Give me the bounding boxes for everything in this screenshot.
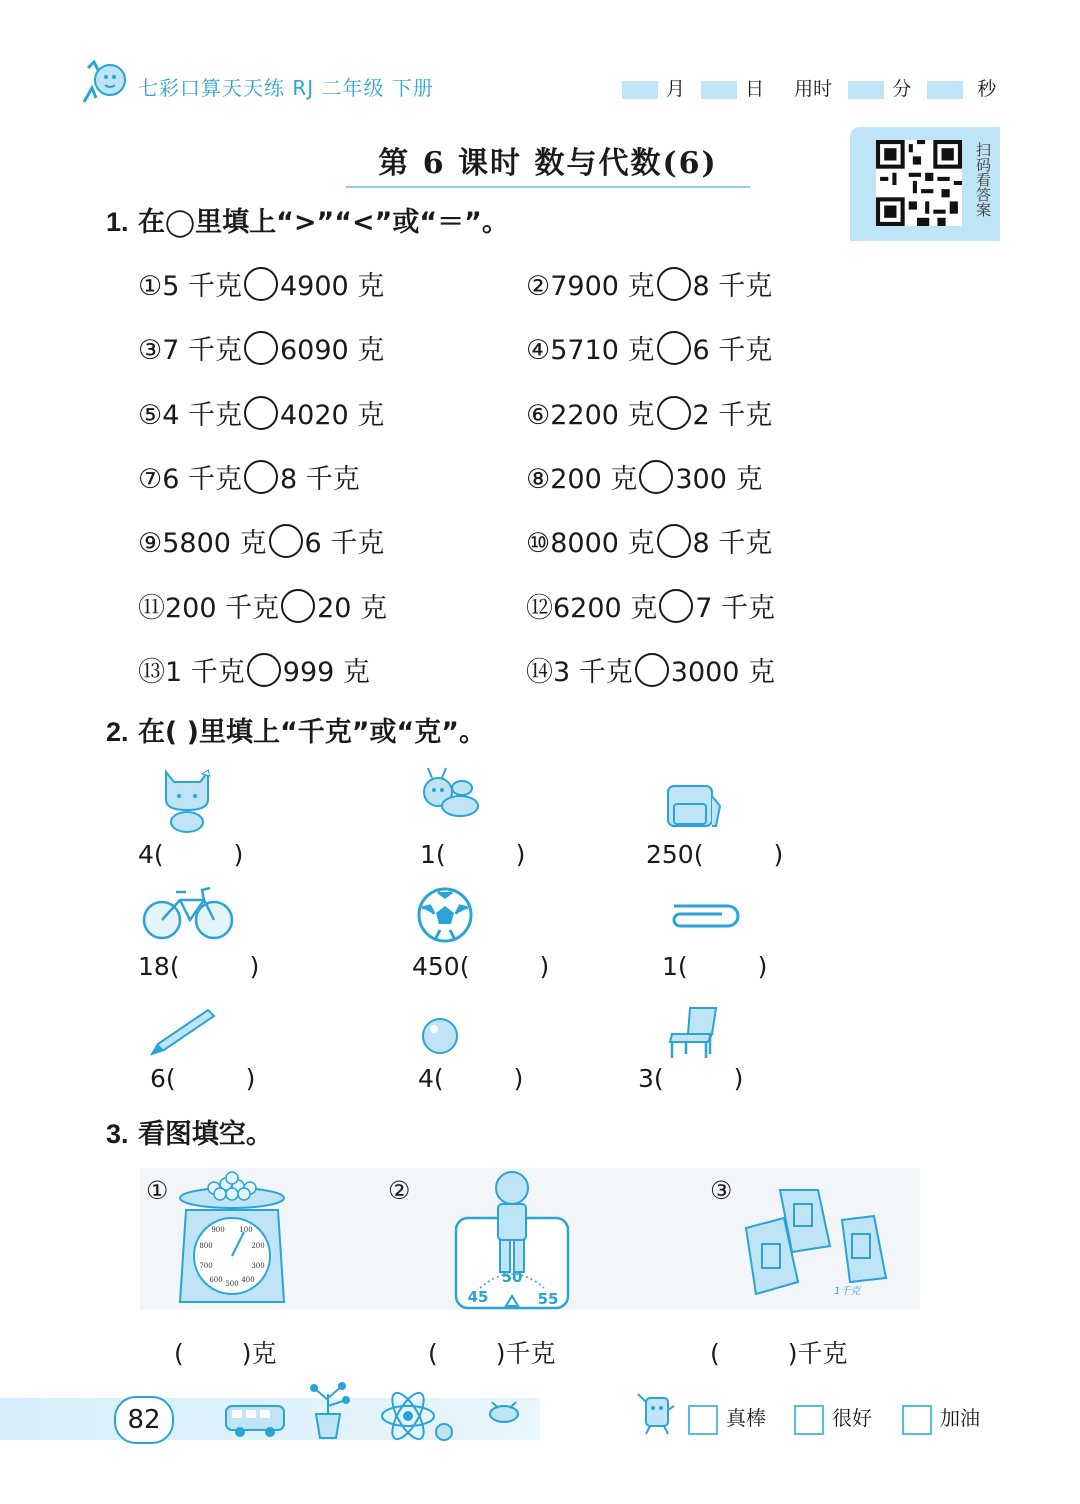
q1-item [526,264,772,303]
q1-item [526,457,762,496]
mascot-logo-icon [78,58,130,104]
q3-answer-1: ( )克 [174,1339,277,1368]
boy-scale-tick-45: 45 [467,1288,489,1306]
kitchen-scale-icon [174,1170,290,1306]
q1-item-number: ⑥ [526,400,551,431]
rating-great-label: 真棒 [726,1406,766,1430]
month-label: 月 [666,78,686,100]
kitty-icon [158,766,216,834]
q1-compare-circle[interactable] [244,460,278,494]
q1-item [138,521,384,560]
q1-item-left: 6 千克 [162,464,242,495]
q1-item [526,650,775,689]
q3-heading [106,1112,273,1151]
q1-item-left: 2200 克 [550,400,655,431]
month-blank[interactable] [622,81,658,99]
q2-close-paren: ) [233,840,244,869]
q2-close-paren: ) [539,952,550,981]
q1-item-number: ⑭ [526,657,553,688]
q2-close-paren: ) [245,1064,256,1093]
q1-item-left: 7 千克 [162,335,242,366]
chair-icon [666,1004,722,1060]
series-title: 七彩口算天天练 RJ 二年级 下册 [138,76,434,100]
q1-item [526,328,772,367]
q2-item [638,1064,743,1093]
q1-item-number: ⑦ [138,464,163,495]
plant-icon [302,1380,354,1440]
q1-compare-circle[interactable] [639,460,673,494]
q1-item [138,650,370,689]
q1-item-left: 200 千克 [165,593,280,624]
q2-item-value: 250 [646,840,694,869]
q1-compare-circle[interactable] [244,396,278,430]
q2-number: 2. [106,717,129,747]
q3-answer-2: ( )千克 [428,1339,556,1368]
minutes-blank[interactable] [848,81,884,99]
q2-item-value: 1 [420,840,436,869]
q2-item-value: 1 [662,952,678,981]
q2-item-value: 4 [138,840,154,869]
time-used-label: 用时 [794,78,833,100]
rating-keep-going[interactable] [902,1402,980,1435]
q1-item-right: 7 千克 [695,593,776,624]
q1-item-right: 999 克 [282,657,370,688]
rating-good[interactable] [794,1402,872,1435]
q2-item-value: 4 [418,1064,434,1093]
q3-part2-label: ② [388,1176,411,1205]
bicycle-icon [140,882,236,942]
atom-icon [378,1388,454,1444]
q1-item-number: ⑫ [526,593,553,624]
q1-item-right: 8 千克 [279,464,360,495]
q2-close-paren: ) [757,952,768,981]
q2-open-paren: ( [435,840,446,869]
q1-item-right: 20 克 [317,593,388,624]
q1-item [526,393,772,432]
q2-open-paren: ( [653,1064,664,1093]
q1-item-right: 3000 克 [670,657,776,688]
q2-close-paren: ) [513,1064,524,1093]
q1-compare-circle[interactable] [659,589,693,623]
q3-number: 3. [106,1119,129,1149]
day-blank[interactable] [701,81,737,99]
bird-icon [484,1396,524,1426]
q2-item [420,840,525,869]
q1-item-left: 1 千克 [165,657,245,688]
q1-item-number: ⑬ [138,657,165,688]
q2-item [646,840,783,869]
q1-item-number: ② [526,271,551,302]
qr-code-icon[interactable] [876,140,962,226]
scale-tick-800: 800 [199,1242,213,1250]
q1-item-right: 4900 克 [279,271,385,302]
q2-close-paren: ) [733,1064,744,1093]
q1-item-number: ⑪ [138,593,165,624]
boy-scale-tick-55: 55 [537,1290,559,1308]
q1-item-left: 4 千克 [162,400,242,431]
q3-unit-2: 千克 [505,1339,556,1368]
q2-item [412,952,549,981]
q1-item-right: 300 克 [675,464,763,495]
q2-prompt: 在( )里填上“千克”或“克”。 [137,717,486,748]
seconds-blank[interactable] [927,81,963,99]
q1-compare-circle[interactable] [657,267,691,301]
page-number: 82 [114,1396,174,1444]
q1-item-right: 6090 克 [279,335,385,366]
scale-tick-300: 300 [251,1262,265,1270]
q2-item-value: 18 [138,952,170,981]
qr-caption: 扫码看答案 [974,142,992,217]
q1-compare-circle[interactable] [244,267,278,301]
q1-item-number: ① [138,271,163,302]
q2-open-paren: ( [459,952,470,981]
soccer-ball-icon [416,886,474,944]
q3-part3-label: ③ [710,1176,733,1205]
scale-tick-100: 100 [239,1226,253,1234]
q1-item-number: ⑩ [526,528,551,559]
q1-compare-circle[interactable] [657,331,691,365]
bus-icon [224,1402,288,1440]
q2-item-value: 450 [412,952,460,981]
q1-item-right: 6 千克 [692,335,773,366]
q1-item-left: 5800 克 [162,528,267,559]
q1-compare-circle[interactable] [247,653,281,687]
q2-item [138,952,259,981]
q1-item-right: 8 千克 [692,271,773,302]
q1-item [526,521,772,560]
scale-tick-600: 600 [209,1276,223,1284]
q1-compare-circle[interactable] [635,653,669,687]
day-label: 日 [745,78,765,100]
title-underline [346,186,750,188]
q2-item [150,1064,255,1093]
q1-item-number: ⑤ [138,400,163,431]
boy-scale-tick-50: 50 [501,1268,523,1286]
q2-item [418,1064,523,1093]
q1-item-left: 5710 克 [550,335,655,366]
q2-item-value: 3 [638,1064,654,1093]
mascot-small-icon [634,1388,680,1436]
rating-good-checkbox[interactable] [794,1405,824,1435]
flour-bags-icon [740,1182,910,1302]
scale-tick-200: 200 [251,1242,265,1250]
rating-good-label: 很好 [832,1406,872,1430]
q1-item-left: 6200 克 [553,593,658,624]
q1-item-right: 4020 克 [279,400,385,431]
rating-great-checkbox[interactable] [688,1405,718,1435]
bag-weight-label: 1千克 [834,1286,861,1297]
date-time-row [622,74,1006,101]
q1-item [138,586,387,625]
q1-compare-circle[interactable] [269,524,303,558]
q1-compare-circle[interactable] [244,331,278,365]
lesson-title: 第 6 课时 数与代数(6) [378,146,718,181]
q2-open-paren: ( [169,952,180,981]
rating-keep-going-checkbox[interactable] [902,1405,932,1435]
q1-item-left: 3 千克 [553,657,633,688]
backpack-icon [660,776,724,830]
q2-open-paren: ( [433,1064,444,1093]
pencil-icon [146,1006,218,1058]
q1-compare-circle[interactable] [657,396,691,430]
q1-item-number: ④ [526,335,551,366]
rating-great[interactable] [688,1402,766,1435]
q1-item-number: ⑧ [526,464,551,495]
q1-item [138,264,384,303]
q1-item-right: 2 千克 [692,400,773,431]
paperclip-icon [662,902,740,932]
scale-tick-900: 900 [211,1226,225,1234]
q1-item [138,328,384,367]
rating-keep-going-label: 加油 [940,1406,980,1430]
q1-heading [106,200,509,239]
q2-open-paren: ( [165,1064,176,1093]
q3-prompt: 看图填空。 [137,1119,273,1150]
q1-compare-circle[interactable] [657,524,691,558]
q2-item-value: 6 [150,1064,166,1093]
q3-answer-3: ( )千克 [710,1339,848,1368]
q1-compare-circle[interactable] [281,589,315,623]
q1-item-left: 200 克 [550,464,638,495]
bee-icon [418,766,482,828]
q2-heading [106,710,486,749]
scale-tick-400: 400 [241,1276,255,1284]
q2-close-paren: ) [515,840,526,869]
seconds-label: 秒 [977,78,997,100]
q1-item [526,586,775,625]
scale-tick-700: 700 [199,1262,213,1270]
minutes-label: 分 [892,78,912,100]
marble-icon [420,1016,460,1056]
q1-item-left: 5 千克 [162,271,242,302]
q1-number: 1. [106,207,129,237]
q3-unit-3: 千克 [797,1339,848,1368]
q2-close-paren: ) [249,952,260,981]
boy-on-scale-icon [450,1164,574,1312]
q2-open-paren: ( [677,952,688,981]
q3-part1-label: ① [146,1176,169,1205]
q1-item-right: 6 千克 [304,528,385,559]
q1-item [138,457,360,496]
q1-item-left: 8000 克 [550,528,655,559]
q1-item-number: ⑨ [138,528,163,559]
q2-open-paren: ( [153,840,164,869]
q3-unit-1: 克 [251,1339,277,1368]
q1-item [138,393,384,432]
q2-item [138,840,243,869]
q1-prompt: 在◯里填上“>”“<”或“＝”。 [137,207,509,238]
scale-tick-500: 500 [225,1280,239,1288]
q2-close-paren: ) [773,840,784,869]
q1-item-left: 7900 克 [550,271,655,302]
q2-item [662,952,767,981]
q2-open-paren: ( [693,840,704,869]
q1-item-number: ③ [138,335,163,366]
q1-item-right: 8 千克 [692,528,773,559]
